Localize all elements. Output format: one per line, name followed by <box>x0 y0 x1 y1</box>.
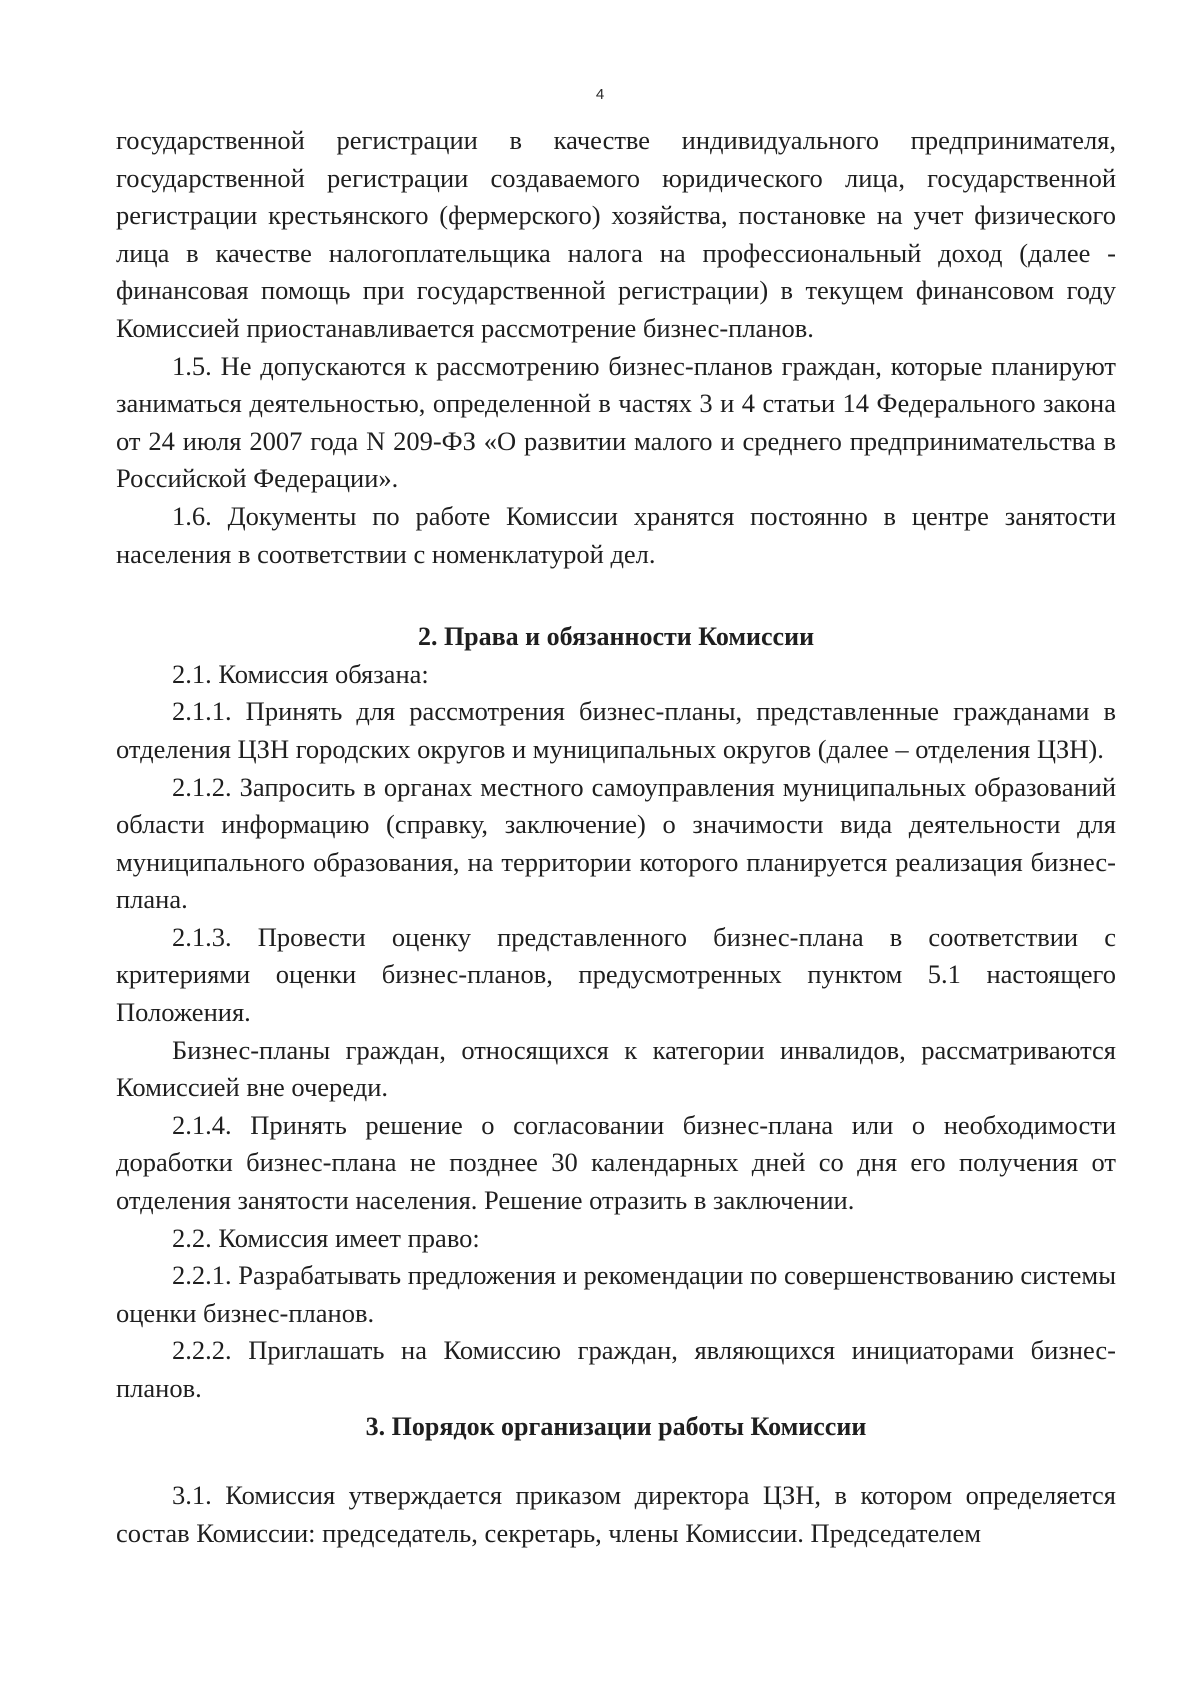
paragraph-2-1: 2.1. Комиссия обязана: <box>172 658 429 689</box>
paragraph-2-2-1: 2.2.1. Разрабатывать предложения и рекомендации по совершенствованию системы оценки бизнес-планов. <box>116 1260 1117 1328</box>
section-3-heading: 3. Порядок организации работы Комиссии <box>365 1411 867 1441</box>
paragraph-continuation: государственной регистрации в качестве индивидуального предпринимателя, государственной регистрации создаваемого юридического лица, государственной регистрации крестьянского (фермерского) хозяйства, постановке на учет физического лица в качестве налогоплательщика налога на профессиональный доход (далее - финансовая помощь при государственной регистрации) в текущем финансовом году Комиссией приостанавливается рассмотрение бизнес-планов. <box>116 125 1116 343</box>
document-body <box>116 122 1116 1552</box>
paragraph-2-1-3: 2.1.3. Провести оценку представленного бизнес-плана в соответствии с критериями оценки бизнес-планов, предусмотренных пунктом 5.1 настоящего Положения. <box>116 921 1116 1028</box>
paragraph-2-2: 2.2. Комиссия имеет право: <box>172 1222 480 1253</box>
section-2-heading: 2. Права и обязанности Комиссии <box>417 622 815 652</box>
paragraph-1-5: 1.5. Не допускаются к рассмотрению бизнес-планов граждан, которые планируют заниматься деятельностью, определенной в частях 3 и 4 статьи 14 Федерального закона от 24 июля 2007 года N 209-ФЗ «О развитии малого и среднего предпринимательства в Российской Федерации». <box>116 350 1116 494</box>
paragraph-3-1: 3.1. Комиссия утверждается приказом директора ЦЗН, в котором определяется состав Комиссии: председатель, секретарь, члены Комиссии. Председателем <box>116 1480 1116 1548</box>
paragraph-2-1-1: 2.1.1. Принять для рассмотрения бизнес-планы, представленные гражданами в отделения ЦЗН городских округов и муниципальных округов (далее – отделения ЦЗН). <box>116 696 1116 764</box>
paragraph-disabled-priority: Бизнес-планы граждан, относящихся к категории инвалидов, рассматриваются Комиссией вне очереди. <box>116 1034 1116 1103</box>
paragraph-2-1-2: 2.1.2. Запросить в органах местного самоуправления муниципальных образований области информацию (справку, заключение) о значимости вида деятельности для муниципального образования, на территории которого планируется реализация бизнес-плана. <box>116 771 1116 915</box>
page-number: 4 <box>595 86 605 103</box>
paragraph-1-6: 1.6. Документы по работе Комиссии хранятся постоянно в центре занятости населения в соответствии с номенклатурой дел. <box>116 500 1116 569</box>
paragraph-2-2-2: 2.2.2. Приглашать на Комиссию граждан, являющихся инициаторами бизнес-планов. <box>116 1335 1116 1403</box>
paragraph-2-1-4: 2.1.4. Принять решение о согласовании бизнес-плана или о необходимости доработки бизнес-плана не позднее 30 календарных дней со дня его получения от отделения занятости населения. Решение отразить в заключении. <box>116 1109 1116 1216</box>
